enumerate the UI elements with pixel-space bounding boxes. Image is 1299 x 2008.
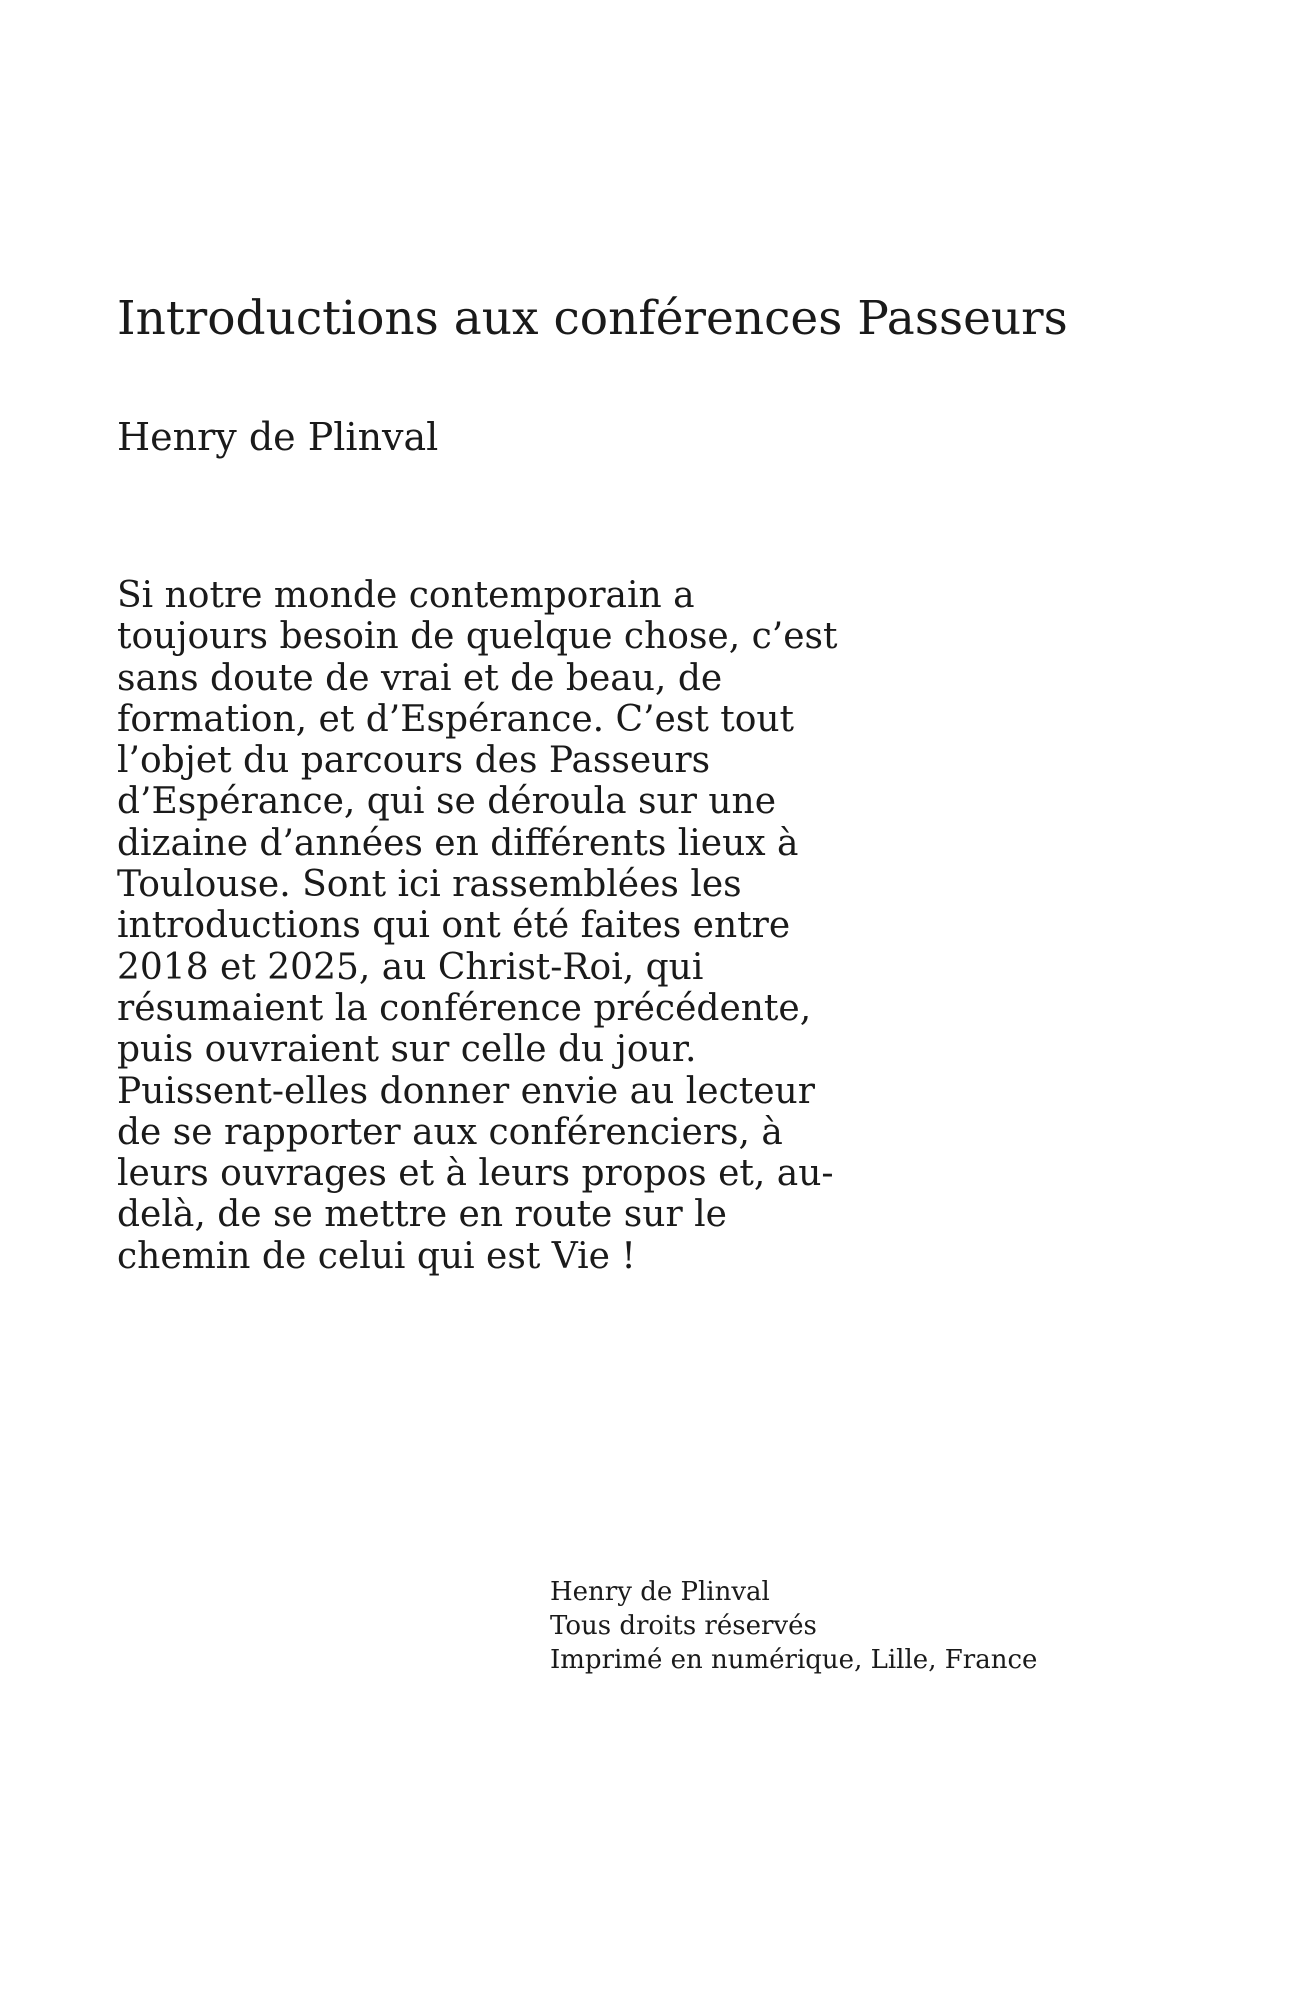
blurb-line: leurs ouvrages et à leurs propos et, au- [117, 1153, 834, 1195]
blurb-line: Puissent-elles donner envie au lecteur [117, 1070, 815, 1112]
blurb-line: formation, et d’Espérance. C’est tout [117, 698, 795, 740]
blurb-line: Si notre monde contemporain a [117, 575, 695, 616]
blurb-line: delà, de se mettre en route sur le [117, 1194, 727, 1236]
blurb-line: toujours besoin de quelque chose, c’est [117, 616, 838, 658]
blurb-line: chemin de celui qui est Vie ! [117, 1235, 636, 1277]
book-title: Introductions aux conférences Passeurs [117, 291, 1068, 346]
colophon-printing: Imprimé en numérique, Lille, France [550, 1645, 1038, 1675]
colophon [550, 1575, 1037, 1677]
blurb-line: d’Espérance, qui se déroula sur une [117, 781, 777, 823]
blurb-line: résumaient la conférence précédente, [117, 987, 812, 1029]
colophon-author: Henry de Plinval [550, 1577, 770, 1607]
blurb-line: dizaine d’années en différents lieux à [117, 822, 799, 864]
blurb-line: de se rapporter aux conférenciers, à [117, 1111, 783, 1153]
blurb-line: introductions qui ont été faites entre [117, 905, 791, 947]
blurb-line: sans doute de vrai et de beau, de [117, 657, 723, 699]
book-author: Henry de Plinval [117, 415, 439, 459]
book-blurb [117, 575, 957, 1277]
colophon-rights: Tous droits réservés [550, 1611, 817, 1641]
blurb-line: 2018 et 2025, au Christ-Roi, qui [117, 946, 704, 988]
blurb-line: puis ouvraient sur celle du jour. [117, 1029, 697, 1071]
blurb-line: l’objet du parcours des Passeurs [117, 740, 711, 782]
blurb-line: Toulouse. Sont ici rassemblées les [117, 864, 742, 906]
